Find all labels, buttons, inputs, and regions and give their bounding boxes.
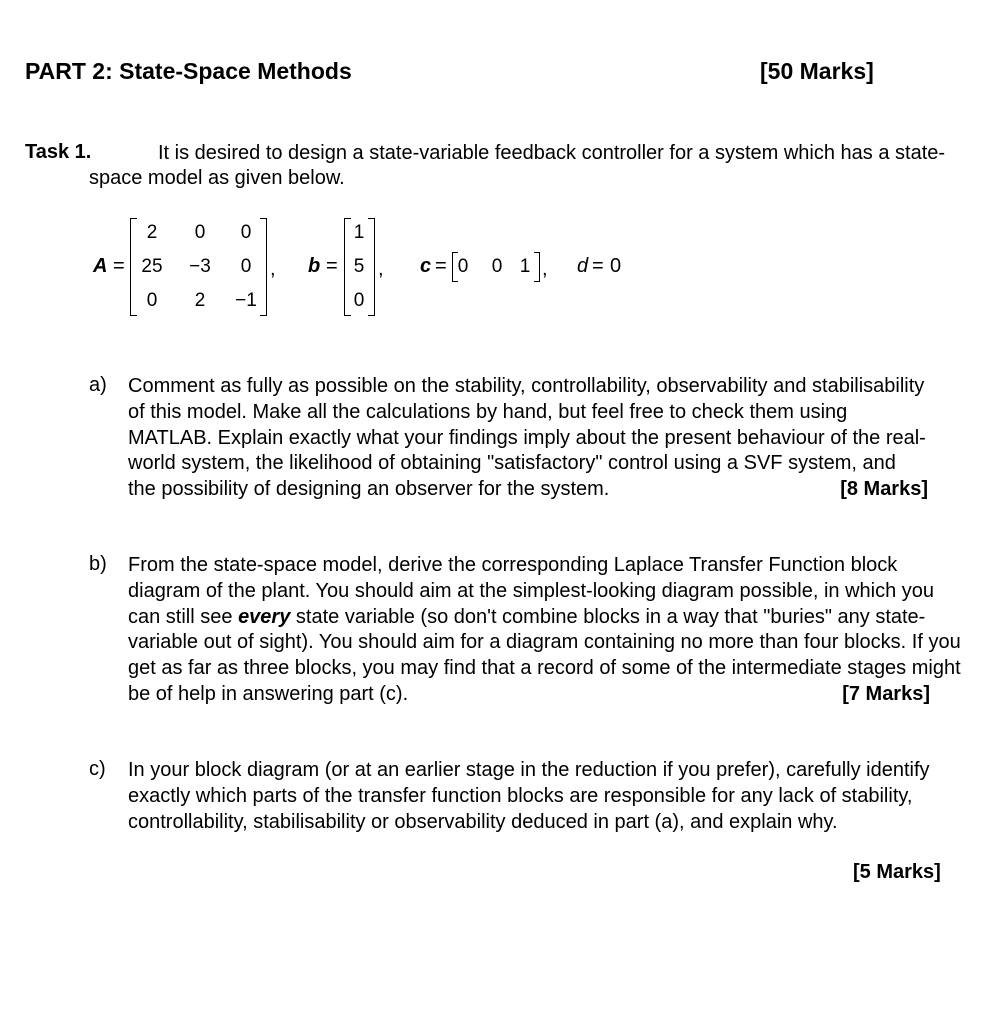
matrix-a-left-bracket: [130, 218, 137, 316]
vector-b-label: b: [308, 255, 321, 277]
vector-cell: 1: [519, 256, 531, 277]
task-label: Task 1.: [25, 141, 92, 163]
comma: ,: [270, 258, 276, 280]
matrix-cell: −3: [189, 256, 211, 277]
matrix-cell: 2: [146, 222, 158, 243]
question-c-marks: [5 Marks]: [853, 861, 941, 883]
matrix-cell: 25: [141, 256, 163, 277]
vector-cell: 5: [353, 256, 365, 277]
matrix-a-label: A: [93, 255, 108, 277]
matrix-cell: 0: [240, 256, 252, 277]
part-title: PART 2: State-Space Methods: [25, 58, 352, 84]
question-c: [128, 758, 958, 835]
matrix-cell: 0: [194, 222, 206, 243]
state-space-model: [0, 0, 1006, 340]
question-b: [128, 553, 968, 708]
question-a-marks: [8 Marks]: [840, 478, 928, 501]
question-b-marks: [7 Marks]: [842, 682, 930, 705]
equals-sign: =: [113, 255, 125, 277]
scalar-d-value: 0: [610, 255, 622, 277]
question-c-text: In your block diagram (or at an earlier stage in the reduction if you prefer), carefully identify exactly which parts of the transfer function blocks are responsible for any lack of stability, controllability, stabilisability or observability deduced in part (a), and explain why.: [128, 759, 930, 833]
part-marks: [50 Marks]: [760, 58, 874, 84]
scalar-d-label: d: [577, 255, 589, 277]
question-a-text: Comment as fully as possible on the stability, controllability, observability and stabilisability of this model. Make all the calculations by hand, but feel free to check them using MATLAB. Explain exactly what your findings imply about the present behaviour of the real-world system, the likelihood of obtaining "satisfactory" control using a SVF system, and the possibility of designing an observer for the system.: [128, 375, 926, 501]
vector-cell: 0: [491, 256, 503, 277]
matrix-a-right-bracket: [260, 218, 267, 316]
matrix-cell: 0: [146, 290, 158, 311]
task-intro: It is desired to design a state-variable feedback controller for a system which has a state-space model as given below.: [89, 142, 946, 189]
vector-c-label: c: [420, 255, 432, 277]
vector-cell: 0: [457, 256, 469, 277]
matrix-cell: 2: [194, 290, 206, 311]
question-a: [128, 374, 928, 503]
question-c-label: c): [89, 758, 106, 780]
question-b-text-start: From the state-space model, derive the corresponding Laplace Transfer Function block diagram of the plant. You should aim at the simplest-looking diagram possible, in which you can still see: [128, 554, 935, 628]
equals-sign: =: [592, 255, 604, 277]
equals-sign: =: [435, 255, 447, 277]
question-b-label: b): [89, 553, 107, 575]
question-b-emphasis: every: [238, 605, 291, 628]
question-b-text-end: state variable (so don't combine blocks in a way that "buries" any state-variable out of sight). You should aim for a diagram containing no more than four blocks. If you get as far as three blocks, you may find that a record of some of the intermediate stages might be of help in answering part (c).: [128, 605, 961, 705]
vector-cell: 0: [353, 290, 365, 311]
matrix-cell: 0: [240, 222, 252, 243]
question-a-label: a): [89, 374, 107, 396]
vector-cell: 1: [353, 222, 365, 243]
matrix-cell: −1: [235, 290, 257, 311]
comma: ,: [542, 258, 548, 280]
comma: ,: [378, 258, 384, 280]
equals-sign: =: [326, 255, 338, 277]
